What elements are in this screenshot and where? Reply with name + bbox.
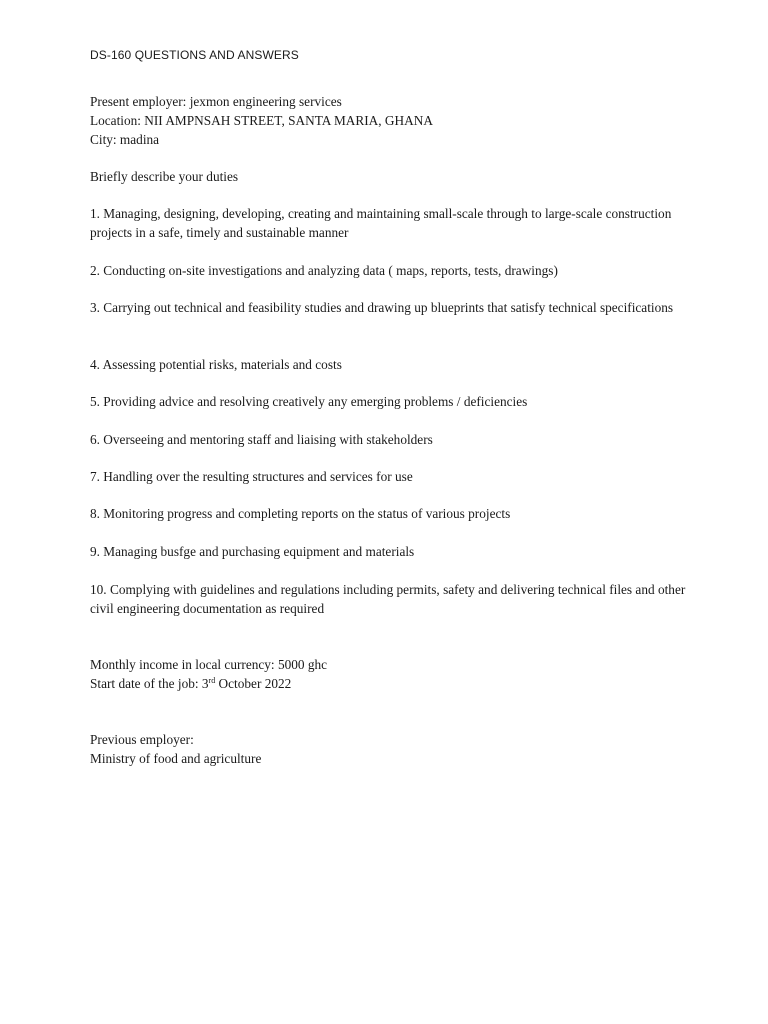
duty-item-2: 2. Conducting on-site investigations and analyzing data ( maps, reports, tests, drawings) [90, 263, 558, 278]
duty-item-5: 5. Providing advice and resolving creatively any emerging problems / deficiencies [90, 394, 528, 409]
duty-item-1: 1. Managing, designing, developing, creating and maintaining small-scale through to large-scale construction projects in a safe, timely and sustainable manner [90, 206, 672, 240]
start-date-line [90, 674, 700, 693]
monthly-income-line: Monthly income in local currency: 5000 ghc [90, 657, 328, 672]
previous-employer-label: Previous employer: [90, 732, 194, 747]
start-date-ordinal: rd [208, 676, 216, 685]
duty-item-4: 4. Assessing potential risks, materials and costs [90, 357, 342, 372]
start-date-prefix: Start date of the job: 3 [90, 676, 209, 691]
city-line: City: madina [90, 132, 160, 147]
duty-item-10: 10. Complying with guidelines and regulations including permits, safety and delivering technical files and other civil engineering documentation as required [90, 582, 686, 616]
present-employer-line: Present employer: jexmon engineering services [90, 94, 342, 109]
duty-item-3: 3. Carrying out technical and feasibility studies and drawing up blueprints that satisfy technical specifications [90, 300, 674, 315]
duty-item-8: 8. Monitoring progress and completing reports on the status of various projects [90, 506, 511, 521]
start-date-suffix: October 2022 [215, 676, 292, 691]
previous-employer-value: Ministry of food and agriculture [90, 751, 262, 766]
duty-item-9: 9. Managing busfge and purchasing equipment and materials [90, 544, 415, 559]
location-line: Location: NII AMPNSAH STREET, SANTA MARIA, GHANA [90, 113, 433, 128]
duty-item-7: 7. Handling over the resulting structures and services for use [90, 469, 413, 484]
document-title: DS-160 QUESTIONS AND ANSWERS [90, 48, 299, 62]
duties-prompt: Briefly describe your duties [90, 169, 239, 184]
duty-item-6: 6. Overseeing and mentoring staff and liaising with stakeholders [90, 432, 433, 447]
